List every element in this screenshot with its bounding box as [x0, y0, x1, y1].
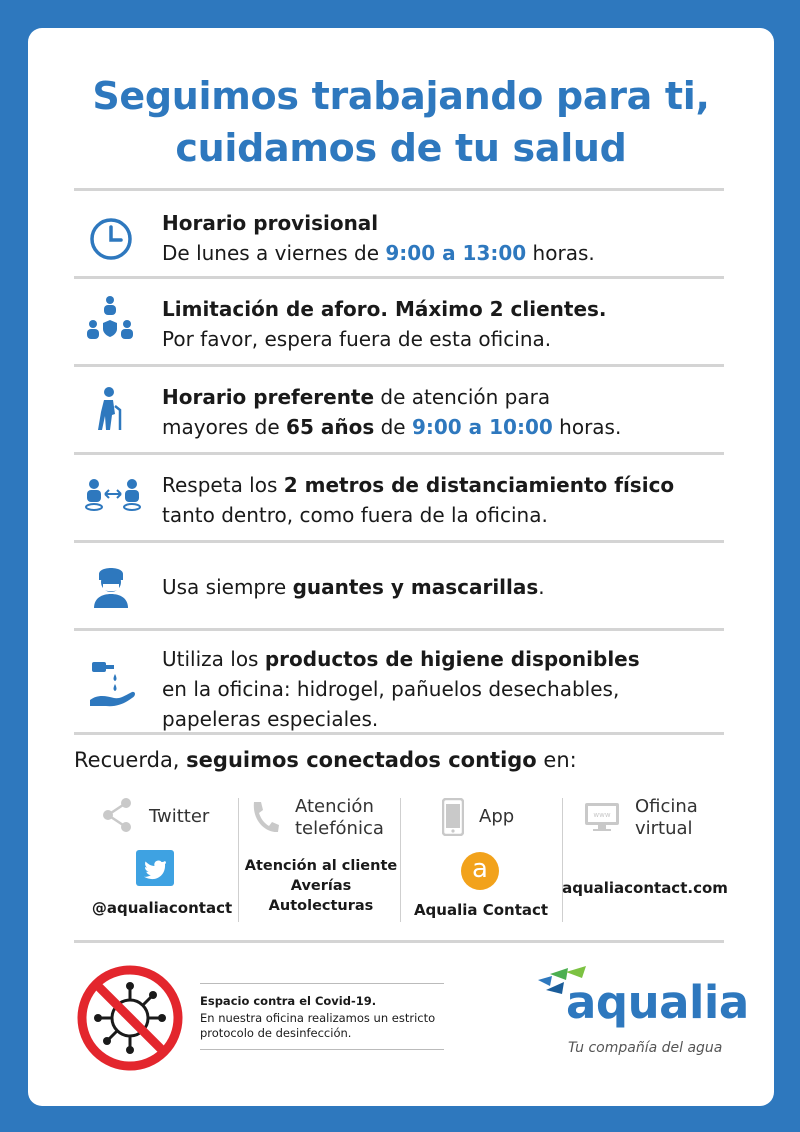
channel-twitter [91, 796, 233, 922]
row-title: Horario provisional [162, 211, 379, 235]
channel-head: App [479, 806, 515, 827]
phone-services: Atención al cliente Averías Autolecturas [244, 858, 398, 914]
row-elderly: Horario preferente de atención para mayores de 65 años de 9:00 a 10:00 horas. [74, 382, 724, 452]
clock-icon [88, 216, 134, 262]
channel-web [564, 796, 726, 922]
title-line-1: Seguimos trabajando para ti, [92, 74, 710, 118]
connect-heading: Recuerda, seguimos conectados contigo en: [74, 748, 577, 772]
twitter-icon[interactable] [136, 850, 174, 886]
channel-head: Oficina virtual [635, 796, 698, 839]
smartphone-icon [442, 798, 464, 836]
page-title [28, 70, 774, 174]
distance-icon [84, 478, 142, 518]
column-divider [562, 798, 563, 922]
row-capacity: Limitación de aforo. Máximo 2 clientes. Por favor, espera fuera de esta oficina. [74, 294, 724, 364]
app-name[interactable]: Aqualia Contact [413, 901, 549, 919]
poster-card [28, 28, 774, 1106]
divider [74, 364, 724, 367]
channel-head: Twitter [149, 806, 210, 827]
phone-icon [250, 800, 280, 834]
divider [74, 540, 724, 543]
divider [74, 276, 724, 279]
channel-phone [240, 796, 402, 922]
divider [74, 732, 724, 735]
web-monitor-icon [584, 802, 620, 832]
website-link[interactable]: aqualiacontact.com [562, 879, 728, 897]
mask-gloves-icon [88, 562, 134, 608]
row-protection: Usa siempre guantes y mascarillas. [74, 558, 724, 628]
aqualia-app-icon[interactable]: a [461, 852, 499, 890]
twitter-handle[interactable]: @aqualiacontact [91, 899, 233, 917]
row-hygiene: Utiliza los productos de higiene disponibles en la oficina: hidrogel, pañuelos desechables, papeleras especiales. [74, 644, 724, 734]
column-divider [238, 798, 239, 922]
covid-notice: Espacio contra el Covid-19. En nuestra oficina realizamos un estricto protocolo de desinfección. [200, 983, 444, 1050]
no-virus-icon [76, 964, 184, 1072]
divider [74, 188, 724, 191]
people-shield-icon [82, 294, 138, 350]
brand-logo: aqualia [566, 976, 749, 1029]
row-distance: Respeta los 2 metros de distanciamiento físico tanto dentro, como fuera de la oficina. [74, 470, 724, 540]
channel-app [404, 796, 558, 922]
row-title: Limitación de aforo. Máximo 2 clientes. [162, 297, 607, 321]
divider [74, 628, 724, 631]
channel-head: Atención telefónica [295, 796, 384, 839]
row-schedule: Horario provisional De lunes a viernes de 9:00 a 13:00 horas. [74, 208, 724, 276]
divider [74, 452, 724, 455]
svg-text:www: www [593, 811, 611, 819]
hand-sanitizer-icon [88, 660, 138, 710]
brand-tagline: Tu compañía del agua [568, 1040, 723, 1056]
elderly-person-icon [88, 386, 134, 432]
title-line-2: cuidamos de tu salud [175, 126, 627, 170]
share-icon [102, 798, 134, 832]
divider [74, 940, 724, 943]
